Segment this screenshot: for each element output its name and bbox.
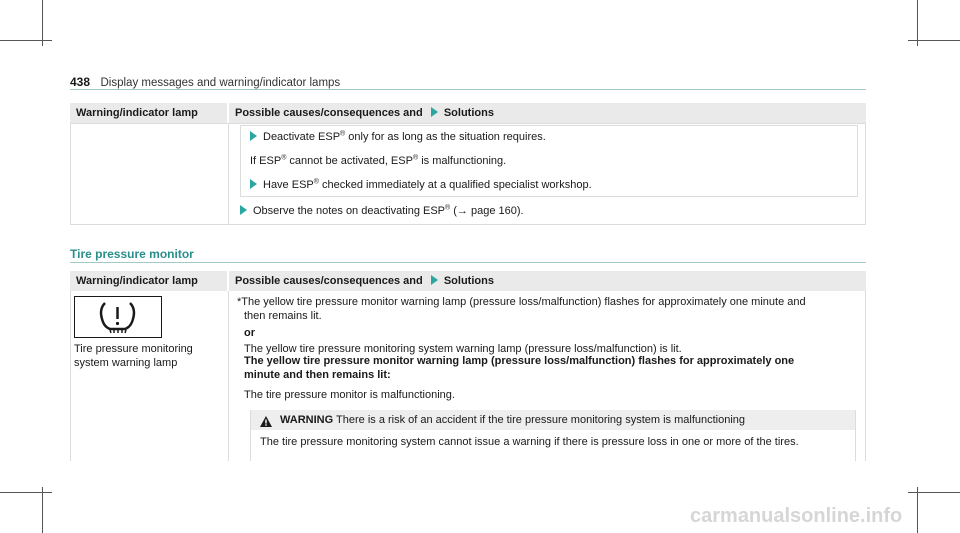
table-cell-divider: [228, 291, 229, 461]
lit-description: The yellow tire pressure monitoring system warning lamp (pressure loss/malfunction) is lit.: [244, 343, 682, 355]
section-rule: [70, 262, 866, 263]
table-header-lamp: [70, 271, 227, 291]
table-header-lamp: [70, 103, 227, 123]
crop-mark: [908, 40, 960, 41]
arrow-icon: [431, 275, 438, 285]
crop-mark: [908, 492, 960, 493]
crop-mark: [917, 487, 918, 533]
crop-mark: [0, 492, 52, 493]
arrow-icon: [240, 205, 247, 215]
page-header-title: Display messages and warning/indicator lamps: [100, 77, 341, 89]
arrow-icon: [250, 179, 257, 189]
warning-triangle-icon: [260, 414, 272, 432]
table-tpms: [70, 271, 866, 461]
step-observe-notes: Observe the notes on deactivating ESP® (→ page 160).: [240, 204, 524, 218]
step-have-esp-checked: Have ESP® checked immediately at a qualified specialist workshop.: [250, 178, 592, 192]
col2-header-suffix: Solutions: [443, 275, 494, 287]
col1-header: Warning/indicator lamp: [76, 107, 198, 119]
tire-pressure-warning-icon: [74, 296, 162, 338]
col1-header: Warning/indicator lamp: [76, 275, 198, 287]
table-esp: [70, 103, 866, 225]
warning-body: The tire pressure monitoring system cannot issue a warning if there is pressure loss in one or more of the tires.: [260, 436, 799, 448]
arrow-icon: [431, 107, 438, 117]
col2-header-suffix: Solutions: [443, 107, 494, 119]
warning-line: WARNING There is a risk of an accident if the tire pressure monitoring system is malfunctioning: [280, 414, 746, 426]
section-title: Tire pressure monitor: [70, 247, 194, 261]
table-cell-lamp: [70, 123, 229, 225]
arrow-icon: [250, 131, 257, 141]
flash-description: *The yellow tire pressure monitor warning lamp (pressure loss/malfunction) flashes for approximately one minute and then remains lit.: [237, 296, 806, 322]
watermark: carmanualsonline.info: [690, 505, 903, 527]
bold-condition: The yellow tire pressure monitor warning lamp (pressure loss/malfunction) flashes for approximately one minute and then remains lit:: [244, 355, 795, 381]
or-label: or: [244, 327, 255, 339]
lamp-label: Tire pressure monitoring system warning lamp: [74, 343, 193, 369]
page-number: 438: [70, 75, 91, 89]
table-header-causes: [229, 103, 866, 123]
warning-box-right: [855, 410, 856, 461]
malfunction-note: The tire pressure monitor is malfunctioning.: [244, 389, 455, 401]
col2-header: Possible causes/consequences and: [235, 107, 423, 119]
warning-box-left: [250, 410, 251, 461]
col2-header: Possible causes/consequences and: [235, 275, 423, 287]
table-cell-right-border: [865, 291, 866, 461]
table-header-causes: [229, 271, 866, 291]
table-cell-lamp-border: [70, 291, 71, 461]
esp-malfunction-note: If ESP® cannot be activated, ESP® is malfunctioning.: [250, 154, 507, 167]
crop-mark: [42, 487, 43, 533]
step-deactivate-esp: Deactivate ESP® only for as long as the situation requires.: [250, 130, 546, 144]
crop-mark: [0, 40, 52, 41]
header-rule: [70, 89, 866, 90]
